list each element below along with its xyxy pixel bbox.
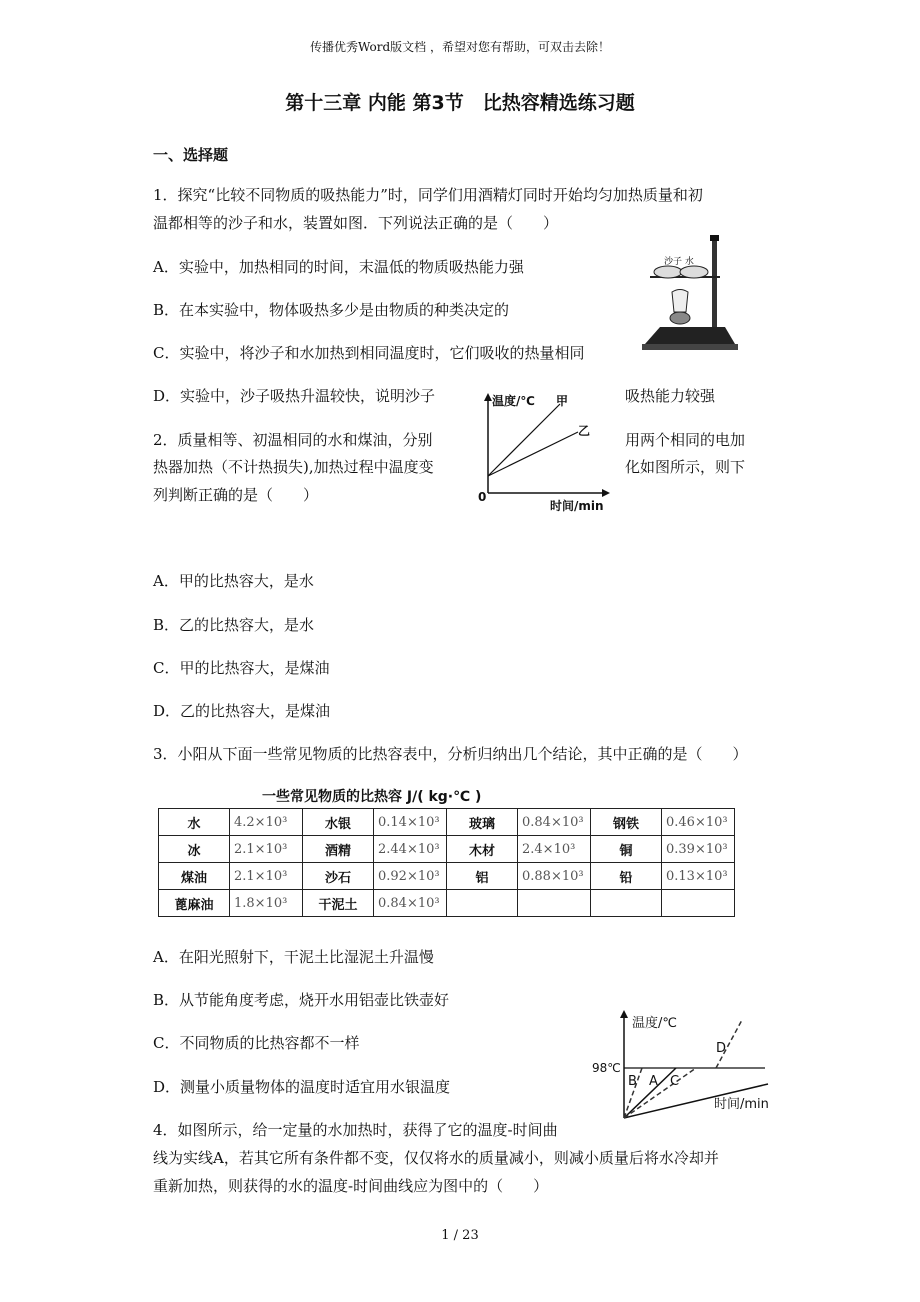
specific-heat-value-cell: 0.13×10³ <box>662 863 735 890</box>
substance-name-cell: 酒精 <box>303 836 374 863</box>
q2-option-d: D．乙的比热容大，是煤油 <box>153 702 331 720</box>
q2-option-b: B．乙的比热容大，是水 <box>153 616 315 634</box>
q4-graph-ylabel: 温度/℃ <box>632 1016 677 1031</box>
q2-line-yi <box>488 432 578 476</box>
specific-heat-value-cell: 2.4×10³ <box>518 836 591 863</box>
table-row <box>159 863 735 890</box>
header-note: 传播优秀Word版文档 ，希望对您有帮助，可双击去除！ <box>310 40 610 54</box>
q1-stem-line2: 温都相等的沙子和水，装置如图．下列说法正确的是（ ） <box>153 214 559 232</box>
q2-graph-ylabel: 温度/℃ <box>492 394 535 408</box>
substance-name-cell: 干泥土 <box>303 890 374 917</box>
table-row <box>159 890 735 917</box>
substance-name-cell: 钢铁 <box>591 809 662 836</box>
q2-graph-xlabel: 时间/min <box>550 499 604 513</box>
q4-label-a: A <box>649 1074 658 1089</box>
table-row <box>159 809 735 836</box>
substance-name-cell: 沙石 <box>303 863 374 890</box>
substance-name-cell: 铜 <box>591 836 662 863</box>
substance-name-cell: 水银 <box>303 809 374 836</box>
specific-heat-value-cell: 0.14×10³ <box>374 809 447 836</box>
substance-name-cell: 铝 <box>447 863 518 890</box>
q1-apparatus-figure <box>640 232 740 357</box>
q3-option-d: D．测量小质量物体的温度时适宜用水银温度 <box>153 1078 451 1096</box>
q2-temperature-graph <box>470 388 620 516</box>
q3-option-c: C．不同物质的比热容都不一样 <box>153 1034 360 1052</box>
q2-stem-l2-right: 化如图所示，则下 <box>625 458 746 476</box>
substance-name-cell <box>591 890 662 917</box>
substance-name-cell: 冰 <box>159 836 230 863</box>
q4-temperature-graph <box>590 1008 790 1126</box>
q4-label-b: B <box>628 1074 637 1089</box>
specific-heat-value-cell: 1.8×10³ <box>230 890 303 917</box>
q4-graph-xlabel: 时间/min <box>714 1097 769 1112</box>
substance-name-cell: 蓖麻油 <box>159 890 230 917</box>
q2-label-jia: 甲 <box>556 394 569 408</box>
specific-heat-table <box>158 808 735 917</box>
q4-temp-mark: 98℃ <box>592 1061 621 1075</box>
specific-heat-value-cell: 0.84×10³ <box>518 809 591 836</box>
q1-stem-line1: 1．探究“比较不同物质的吸热能力”时，同学们用酒精灯同时开始均匀加热质量和初 <box>153 186 703 204</box>
q4-stem-l1: 4．如图所示，给一定量的水加热时，获得了它的温度-时间曲 <box>153 1121 558 1139</box>
q2-graph-origin: 0 <box>478 490 487 504</box>
q4-label-c: C <box>670 1074 680 1089</box>
q1-option-b: B．在本实验中，物体吸热多少是由物质的种类决定的 <box>153 301 510 319</box>
table-row <box>159 836 735 863</box>
q2-stem-l2-left: 热器加热（不计热损失),加热过程中温度变 <box>153 458 434 476</box>
substance-name-cell: 玻璃 <box>447 809 518 836</box>
specific-heat-value-cell: 2.1×10³ <box>230 836 303 863</box>
q4-label-d: D <box>716 1041 727 1056</box>
q3-stem: 3．小阳从下面一些常见物质的比热容表中，分析归纳出几个结论，其中正确的是（ ） <box>153 745 748 763</box>
q1-option-d-right: 吸热能力较强 <box>625 387 716 405</box>
page-title: 第十三章 内能 第3节 比热容精选练习题 <box>285 92 635 114</box>
q2-stem-l1-right: 用两个相同的电加 <box>625 431 746 449</box>
specific-heat-value-cell <box>518 890 591 917</box>
q1-option-a: A．实验中，加热相同的时间，末温低的物质吸热能力强 <box>153 258 524 276</box>
specific-heat-value-cell: 0.92×10³ <box>374 863 447 890</box>
q2-stem-l1-left: 2．质量相等、初温相同的水和煤油，分别 <box>153 431 433 449</box>
q2-label-yi: 乙 <box>578 424 591 438</box>
substance-name-cell: 木材 <box>447 836 518 863</box>
specific-heat-value-cell: 0.88×10³ <box>518 863 591 890</box>
q2-line-jia <box>488 404 560 476</box>
specific-heat-value-cell: 0.39×10³ <box>662 836 735 863</box>
q2-option-c: C．甲的比热容大，是煤油 <box>153 659 330 677</box>
page-number: 1 / 23 <box>441 1228 479 1243</box>
specific-heat-value-cell: 0.46×10³ <box>662 809 735 836</box>
q2-stem-l3: 列判断正确的是（ ） <box>153 486 319 504</box>
q1-option-d-left: D．实验中，沙子吸热升温较快，说明沙子 <box>153 387 436 405</box>
section-heading: 一、选择题 <box>153 146 229 164</box>
q3-option-a: A．在阳光照射下，干泥土比湿泥土升温慢 <box>153 948 434 966</box>
specific-heat-value-cell <box>662 890 735 917</box>
q1-option-c: C．实验中，将沙子和水加热到相同温度时，它们吸收的热量相同 <box>153 344 585 362</box>
q1-figure-label: 沙子 水 <box>664 257 694 267</box>
specific-heat-value-cell: 0.84×10³ <box>374 890 447 917</box>
substance-name-cell: 煤油 <box>159 863 230 890</box>
q4-stem-l2: 线为实线A，若其它所有条件都不变，仅仅将水的质量减小，则减小质量后将水冷却并 <box>153 1149 719 1167</box>
specific-heat-value-cell: 2.1×10³ <box>230 863 303 890</box>
substance-name-cell: 铅 <box>591 863 662 890</box>
specific-heat-value-cell: 2.44×10³ <box>374 836 447 863</box>
q4-stem-l3: 重新加热，则获得的水的温度-时间曲线应为图中的（ ） <box>153 1177 549 1195</box>
q2-option-a: A．甲的比热容大，是水 <box>153 572 314 590</box>
substance-name-cell: 水 <box>159 809 230 836</box>
substance-name-cell <box>447 890 518 917</box>
specific-heat-value-cell: 4.2×10³ <box>230 809 303 836</box>
q3-option-b: B．从节能角度考虑，烧开水用铝壶比铁壶好 <box>153 991 450 1009</box>
q3-table-caption: 一些常见物质的比热容 J/( kg·℃ ) <box>262 789 482 805</box>
